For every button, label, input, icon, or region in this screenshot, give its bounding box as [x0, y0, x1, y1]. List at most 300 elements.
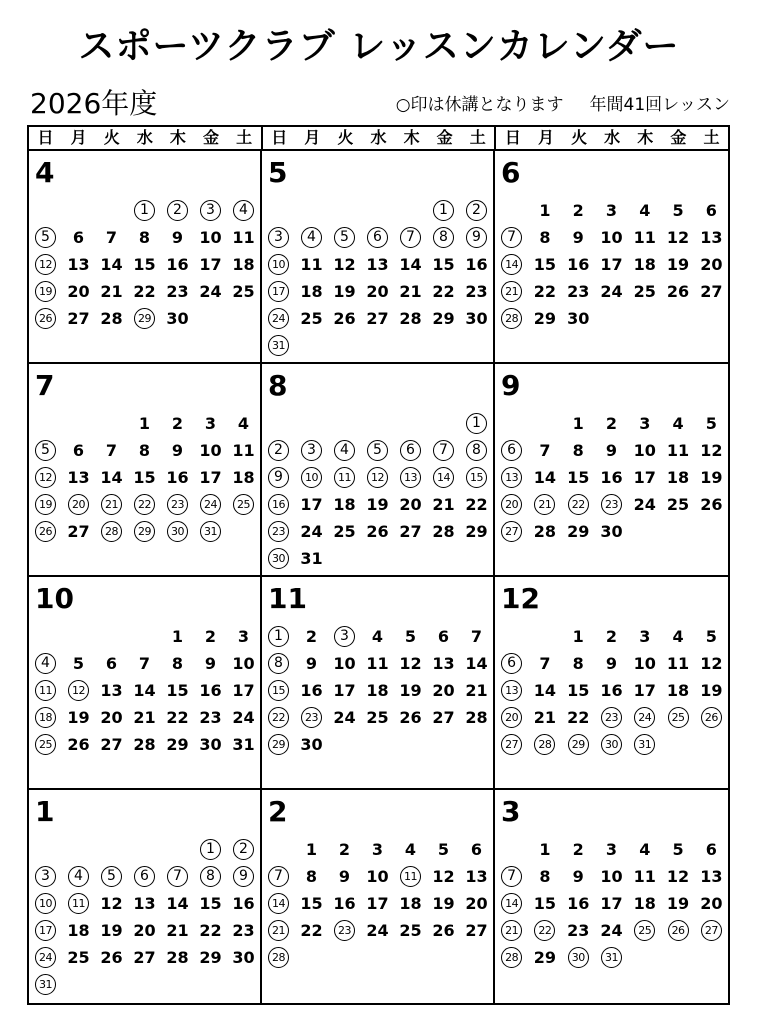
month-days	[495, 836, 728, 971]
day-holiday: 23	[161, 491, 194, 518]
day-lesson: 25	[300, 309, 323, 328]
day-blank	[62, 197, 95, 224]
day-holiday: 30	[161, 518, 194, 545]
day-blank	[361, 410, 394, 437]
day-blank	[394, 410, 427, 437]
day-lesson: 14	[533, 681, 557, 700]
day-lesson: 5	[437, 840, 450, 859]
day-lesson: 21	[399, 282, 422, 301]
day-lesson: 25	[633, 282, 656, 301]
day-holiday: 14	[427, 464, 460, 491]
day-lesson: 2	[338, 840, 351, 859]
day-lesson: 15	[300, 894, 323, 913]
month-name: 5	[268, 156, 288, 189]
day-lesson: 16	[199, 681, 222, 700]
day-holiday: 12	[62, 677, 95, 704]
day-lesson: 17	[366, 894, 389, 913]
day-lesson: 19	[700, 468, 723, 487]
day-lesson: 28	[100, 309, 123, 328]
day-lesson: 9	[204, 654, 217, 673]
day-lesson: 10	[633, 654, 656, 673]
weekday-label: 日	[37, 128, 54, 147]
day-holiday: 8	[194, 863, 227, 890]
day-blank	[62, 836, 95, 863]
day-blank	[262, 836, 295, 863]
day-lesson: 15	[166, 681, 189, 700]
day-holiday: 4	[328, 437, 361, 464]
day-holiday: 15	[262, 677, 295, 704]
day-lesson: 8	[138, 228, 151, 247]
day-lesson: 23	[232, 921, 255, 940]
day-lesson: 21	[166, 921, 189, 940]
day-lesson: 12	[399, 654, 422, 673]
day-blank	[427, 410, 460, 437]
day-holiday: 22	[562, 491, 595, 518]
day-lesson: 30	[600, 522, 623, 541]
day-lesson: 20	[133, 921, 156, 940]
month-block	[262, 364, 495, 577]
day-holiday: 20	[495, 704, 528, 731]
day-lesson: 15	[533, 255, 557, 274]
month-block	[495, 790, 728, 1003]
day-holiday: 28	[262, 944, 295, 971]
day-blank	[495, 410, 528, 437]
day-lesson: 2	[305, 627, 318, 646]
month-days	[495, 623, 728, 758]
day-lesson: 5	[72, 654, 85, 673]
day-lesson: 1	[572, 414, 584, 433]
day-blank	[262, 197, 295, 224]
day-holiday: 25	[628, 917, 661, 944]
day-holiday: 4	[29, 650, 62, 677]
day-holiday: 7	[262, 863, 295, 890]
day-holiday: 30	[562, 944, 595, 971]
weekday-header-group	[496, 127, 728, 149]
day-lesson: 27	[700, 282, 723, 301]
day-holiday: 20	[495, 491, 528, 518]
day-lesson: 15	[199, 894, 222, 913]
day-holiday: 8	[460, 437, 493, 464]
day-lesson: 13	[700, 228, 723, 247]
day-lesson: 10	[366, 867, 389, 886]
day-holiday: 21	[495, 917, 528, 944]
day-holiday: 24	[29, 944, 62, 971]
day-holiday: 9	[227, 863, 260, 890]
weekday-label: 月	[537, 128, 554, 147]
day-lesson: 8	[539, 867, 551, 886]
day-blank	[295, 197, 328, 224]
day-holiday: 5	[361, 437, 394, 464]
month-block	[29, 577, 262, 790]
day-lesson: 18	[67, 921, 90, 940]
day-holiday: 2	[460, 197, 493, 224]
month-days	[262, 197, 493, 359]
day-lesson: 13	[700, 867, 723, 886]
day-lesson: 29	[166, 735, 189, 754]
weekday-header-group	[263, 127, 497, 149]
day-lesson: 10	[600, 867, 623, 886]
day-holiday: 10	[295, 464, 328, 491]
day-lesson: 16	[465, 255, 488, 274]
day-lesson: 17	[300, 495, 323, 514]
day-holiday: 31	[595, 944, 628, 971]
day-holiday: 3	[295, 437, 328, 464]
day-lesson: 1	[138, 414, 151, 433]
day-holiday: 25	[29, 731, 62, 758]
day-blank	[528, 410, 561, 437]
weekday-label: 月	[304, 128, 321, 147]
day-lesson: 30	[300, 735, 323, 754]
months-grid	[29, 151, 728, 1003]
day-lesson: 14	[133, 681, 156, 700]
day-lesson: 6	[705, 201, 717, 220]
day-lesson: 17	[600, 894, 623, 913]
weekday-label: 日	[271, 128, 288, 147]
day-holiday: 27	[495, 518, 528, 545]
day-holiday: 23	[262, 518, 295, 545]
day-lesson: 4	[639, 840, 651, 859]
day-lesson: 12	[432, 867, 455, 886]
day-holiday: 6	[128, 863, 161, 890]
day-lesson: 22	[300, 921, 323, 940]
day-lesson: 4	[237, 414, 250, 433]
day-holiday: 3	[328, 623, 361, 650]
day-holiday: 14	[495, 251, 528, 278]
month-name: 2	[268, 795, 288, 828]
day-lesson: 11	[666, 441, 690, 460]
day-blank	[95, 623, 128, 650]
day-blank	[95, 197, 128, 224]
day-lesson: 13	[67, 255, 90, 274]
day-lesson: 15	[567, 681, 590, 700]
day-lesson: 13	[133, 894, 156, 913]
day-holiday: 22	[528, 917, 561, 944]
day-lesson: 23	[567, 921, 590, 940]
day-lesson: 8	[572, 441, 584, 460]
day-lesson: 3	[639, 414, 651, 433]
day-lesson: 27	[399, 522, 422, 541]
day-lesson: 29	[465, 522, 488, 541]
day-lesson: 11	[366, 654, 389, 673]
month-name: 9	[501, 369, 521, 402]
fiscal-year-label: 2026年度	[30, 87, 158, 120]
day-holiday: 7	[495, 863, 528, 890]
day-lesson: 11	[633, 228, 656, 247]
day-lesson: 15	[567, 468, 590, 487]
day-lesson: 25	[67, 948, 90, 967]
day-holiday: 28	[95, 518, 128, 545]
day-holiday: 3	[194, 197, 227, 224]
day-holiday: 24	[628, 704, 661, 731]
day-lesson: 22	[465, 495, 488, 514]
day-lesson: 16	[166, 255, 189, 274]
month-days	[262, 623, 493, 758]
day-holiday: 5	[29, 224, 62, 251]
day-lesson: 15	[133, 468, 156, 487]
day-holiday: 25	[227, 491, 260, 518]
month-name: 4	[35, 156, 55, 189]
day-blank	[295, 410, 328, 437]
day-blank	[495, 623, 528, 650]
day-lesson: 8	[138, 441, 151, 460]
weekday-label: 土	[469, 128, 486, 147]
weekday-label: 火	[103, 128, 120, 147]
day-lesson: 12	[100, 894, 123, 913]
day-lesson: 16	[600, 681, 623, 700]
day-lesson: 5	[672, 840, 684, 859]
day-lesson: 28	[465, 708, 488, 727]
day-lesson: 2	[171, 414, 184, 433]
day-lesson: 14	[100, 255, 123, 274]
weekday-label: 日	[504, 128, 521, 147]
day-lesson: 28	[166, 948, 189, 967]
day-lesson: 1	[539, 201, 551, 220]
day-holiday: 27	[495, 731, 528, 758]
day-blank	[161, 836, 194, 863]
day-blank	[62, 623, 95, 650]
day-lesson: 27	[432, 708, 455, 727]
day-holiday: 2	[161, 197, 194, 224]
day-lesson: 30	[232, 948, 255, 967]
day-lesson: 26	[100, 948, 123, 967]
day-lesson: 16	[567, 255, 590, 274]
day-lesson: 12	[700, 441, 723, 460]
day-holiday: 11	[62, 890, 95, 917]
day-lesson: 17	[232, 681, 255, 700]
day-lesson: 23	[465, 282, 488, 301]
day-lesson: 18	[232, 255, 255, 274]
day-blank	[29, 836, 62, 863]
day-lesson: 22	[567, 708, 590, 727]
legend-note	[396, 90, 730, 115]
day-lesson: 2	[204, 627, 217, 646]
day-blank	[328, 197, 361, 224]
day-lesson: 29	[432, 309, 455, 328]
day-lesson: 13	[366, 255, 389, 274]
day-lesson: 19	[366, 495, 389, 514]
day-holiday: 29	[562, 731, 595, 758]
month-name: 11	[268, 582, 307, 615]
day-lesson: 1	[305, 840, 318, 859]
day-lesson: 17	[633, 681, 656, 700]
day-holiday: 23	[595, 491, 628, 518]
day-lesson: 25	[232, 282, 255, 301]
day-lesson: 19	[700, 681, 723, 700]
day-lesson: 5	[705, 414, 717, 433]
day-lesson: 30	[199, 735, 222, 754]
day-holiday: 26	[29, 305, 62, 332]
day-holiday: 3	[262, 224, 295, 251]
month-days	[29, 410, 260, 545]
weekday-label: 土	[236, 128, 253, 147]
day-holiday: 2	[227, 836, 260, 863]
day-holiday: 7	[394, 224, 427, 251]
day-lesson: 9	[605, 654, 618, 673]
day-lesson: 26	[399, 708, 422, 727]
day-lesson: 25	[666, 495, 690, 514]
day-lesson: 16	[300, 681, 323, 700]
day-lesson: 3	[605, 840, 618, 859]
day-lesson: 9	[171, 441, 184, 460]
day-lesson: 18	[300, 282, 323, 301]
day-lesson: 3	[639, 627, 651, 646]
day-holiday: 6	[495, 437, 528, 464]
day-lesson: 26	[666, 282, 690, 301]
day-lesson: 3	[371, 840, 384, 859]
day-lesson: 28	[533, 522, 557, 541]
day-lesson: 28	[133, 735, 156, 754]
day-lesson: 6	[705, 840, 717, 859]
day-blank	[95, 410, 128, 437]
day-holiday: 5	[95, 863, 128, 890]
day-holiday: 5	[328, 224, 361, 251]
day-lesson: 14	[166, 894, 189, 913]
day-lesson: 12	[666, 228, 690, 247]
day-holiday: 12	[29, 251, 62, 278]
day-lesson: 20	[700, 255, 723, 274]
day-lesson: 18	[399, 894, 422, 913]
day-lesson: 22	[533, 282, 557, 301]
day-holiday: 8	[427, 224, 460, 251]
day-lesson: 4	[371, 627, 384, 646]
day-holiday: 18	[29, 704, 62, 731]
day-holiday: 25	[661, 704, 694, 731]
day-lesson: 10	[600, 228, 623, 247]
day-holiday: 26	[695, 704, 728, 731]
day-lesson: 17	[633, 468, 656, 487]
day-holiday: 5	[29, 437, 62, 464]
day-lesson: 19	[67, 708, 90, 727]
day-holiday: 31	[262, 332, 295, 359]
day-holiday: 11	[328, 464, 361, 491]
day-lesson: 8	[171, 654, 184, 673]
weekday-label: 月	[70, 128, 87, 147]
day-holiday: 28	[495, 944, 528, 971]
day-lesson: 11	[300, 255, 323, 274]
day-holiday: 4	[227, 197, 260, 224]
day-holiday: 1	[194, 836, 227, 863]
day-holiday: 3	[29, 863, 62, 890]
day-lesson: 9	[171, 228, 184, 247]
day-blank	[262, 410, 295, 437]
day-lesson: 26	[432, 921, 455, 940]
day-holiday: 22	[128, 491, 161, 518]
day-lesson: 20	[465, 894, 488, 913]
weekday-label: 水	[136, 128, 153, 147]
day-lesson: 12	[700, 654, 723, 673]
day-lesson: 11	[232, 441, 255, 460]
day-lesson: 9	[572, 228, 584, 247]
day-blank	[128, 623, 161, 650]
weekday-label: 火	[571, 128, 588, 147]
day-holiday: 2	[262, 437, 295, 464]
day-lesson: 18	[366, 681, 389, 700]
day-holiday: 11	[29, 677, 62, 704]
day-holiday: 21	[528, 491, 561, 518]
day-lesson: 27	[366, 309, 389, 328]
day-lesson: 9	[305, 654, 318, 673]
day-lesson: 5	[705, 627, 717, 646]
day-lesson: 24	[633, 495, 656, 514]
day-lesson: 20	[700, 894, 723, 913]
day-blank	[29, 197, 62, 224]
day-lesson: 25	[399, 921, 422, 940]
day-lesson: 3	[605, 201, 618, 220]
month-name: 8	[268, 369, 288, 402]
month-block	[29, 364, 262, 577]
day-lesson: 31	[232, 735, 255, 754]
day-lesson: 6	[72, 441, 85, 460]
day-lesson: 21	[100, 282, 123, 301]
holiday-note: ○印は休講となります	[395, 95, 564, 115]
month-block	[262, 577, 495, 790]
day-holiday: 28	[495, 305, 528, 332]
day-lesson: 21	[465, 681, 488, 700]
day-lesson: 6	[437, 627, 450, 646]
day-lesson: 11	[232, 228, 255, 247]
day-holiday: 9	[460, 224, 493, 251]
day-lesson: 3	[204, 414, 217, 433]
day-lesson: 11	[666, 654, 690, 673]
day-lesson: 7	[105, 228, 118, 247]
day-lesson: 8	[539, 228, 551, 247]
day-lesson: 18	[666, 681, 690, 700]
day-lesson: 1	[539, 840, 551, 859]
day-lesson: 7	[539, 654, 551, 673]
day-lesson: 14	[399, 255, 422, 274]
day-blank	[361, 197, 394, 224]
day-holiday: 30	[262, 545, 295, 572]
weekday-label: 金	[203, 128, 220, 147]
day-lesson: 22	[432, 282, 455, 301]
weekday-label: 火	[337, 128, 354, 147]
day-holiday: 29	[128, 518, 161, 545]
day-lesson: 14	[533, 468, 557, 487]
day-lesson: 27	[133, 948, 156, 967]
day-holiday: 27	[695, 917, 728, 944]
day-lesson: 27	[100, 735, 123, 754]
day-holiday: 19	[29, 491, 62, 518]
weekday-label: 金	[670, 128, 687, 147]
day-lesson: 20	[432, 681, 455, 700]
day-holiday: 11	[394, 863, 427, 890]
day-lesson: 10	[199, 441, 222, 460]
day-holiday: 23	[295, 704, 328, 731]
weekday-label: 水	[370, 128, 387, 147]
day-holiday: 14	[262, 890, 295, 917]
day-lesson: 3	[237, 627, 250, 646]
day-lesson: 21	[533, 708, 557, 727]
day-lesson: 20	[399, 495, 422, 514]
day-lesson: 7	[138, 654, 151, 673]
month-name: 1	[35, 795, 55, 828]
day-lesson: 13	[465, 867, 488, 886]
day-lesson: 24	[333, 708, 356, 727]
day-lesson: 22	[199, 921, 222, 940]
day-lesson: 6	[105, 654, 118, 673]
day-holiday: 29	[128, 305, 161, 332]
day-lesson: 10	[199, 228, 222, 247]
day-lesson: 22	[133, 282, 156, 301]
day-holiday: 30	[595, 731, 628, 758]
day-lesson: 19	[666, 255, 690, 274]
month-name: 6	[501, 156, 521, 189]
day-lesson: 20	[100, 708, 123, 727]
day-lesson: 29	[567, 522, 590, 541]
month-name: 10	[35, 582, 74, 615]
day-holiday: 9	[262, 464, 295, 491]
day-lesson: 29	[533, 948, 557, 967]
